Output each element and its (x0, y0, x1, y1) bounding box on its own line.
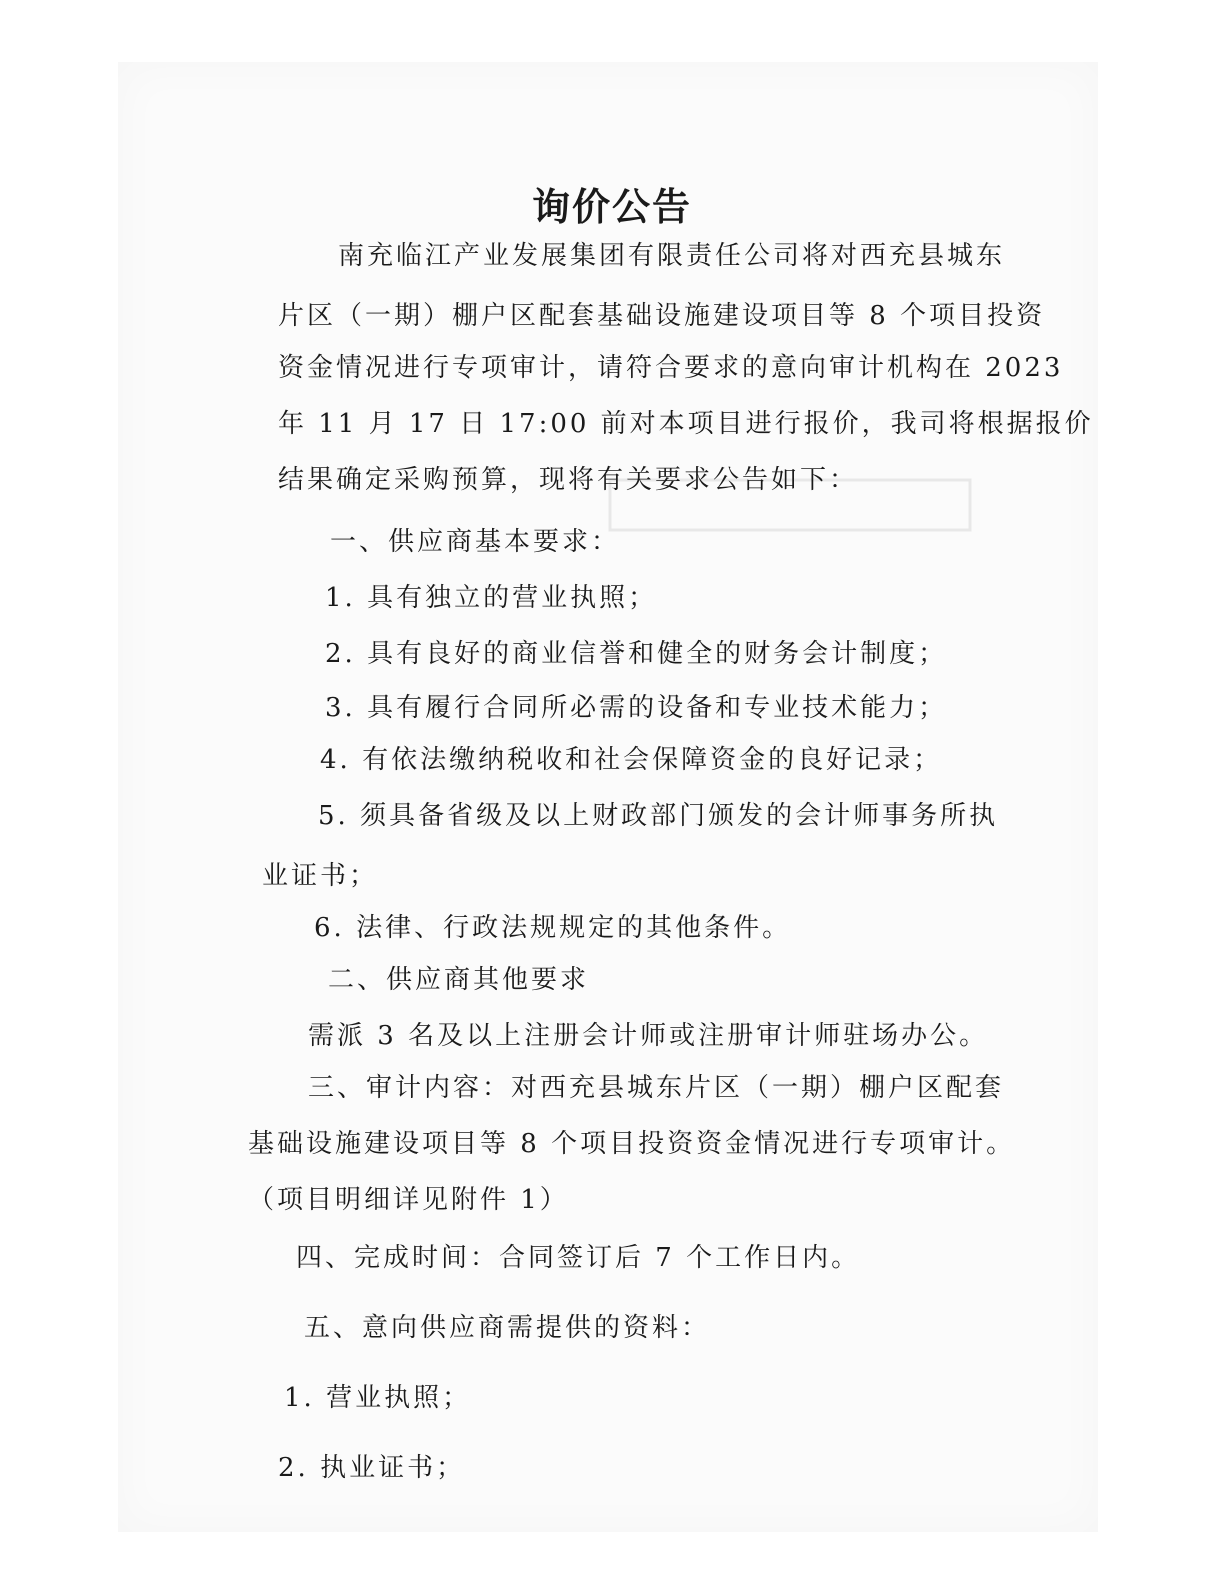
paragraph-line: 资金情况进行专项审计，请符合要求的意向审计机构在 2023 (278, 353, 1064, 383)
paragraph-line: 年 11 月 17 日 17:00 前对本项目进行报价，我司将根据报价 (278, 409, 1094, 439)
section-heading: 四、完成时间：合同签订后 7 个工作日内。 (296, 1243, 861, 1273)
list-item: 5. 须具备省级及以上财政部门颁发的会计师事务所执 (318, 801, 999, 831)
list-item: 1. 营业执照； (284, 1383, 472, 1413)
list-item: 1. 具有独立的营业执照； (325, 583, 658, 613)
list-item: 6. 法律、行政法规规定的其他条件。 (314, 913, 792, 943)
paragraph-line: （项目明细详见附件 1） (248, 1185, 569, 1215)
paragraph-line: 基础设施建设项目等 8 个项目投资资金情况进行专项审计。 (248, 1129, 1016, 1159)
list-item-continuation: 业证书； (262, 861, 379, 891)
section-heading: 一、供应商基本要求： (330, 527, 621, 557)
paragraph-line: 结果确定采购预算，现将有关要求公告如下： (278, 465, 859, 495)
section-heading: 五、意向供应商需提供的资料： (304, 1313, 711, 1343)
paragraph-line: 片区（一期）棚户区配套基础设施建设项目等 8 个项目投资 (278, 301, 1046, 331)
list-item: 2. 执业证书； (278, 1453, 466, 1483)
paragraph-line: 南充临江产业发展集团有限责任公司将对西充县城东 (338, 241, 1006, 271)
page-title: 询价公告 (531, 184, 692, 229)
list-item: 4. 有依法缴纳税收和社会保障资金的良好记录； (320, 745, 943, 775)
section-heading: 二、供应商其他要求 (328, 965, 590, 995)
section-heading: 三、审计内容：对西充县城东片区（一期）棚户区配套 (308, 1073, 1005, 1103)
paragraph-line: 需派 3 名及以上注册会计师或注册审计师驻场办公。 (308, 1021, 989, 1051)
list-item: 2. 具有良好的商业信誉和健全的财务会计制度； (325, 639, 948, 669)
list-item: 3. 具有履行合同所必需的设备和专业技术能力； (325, 693, 948, 723)
